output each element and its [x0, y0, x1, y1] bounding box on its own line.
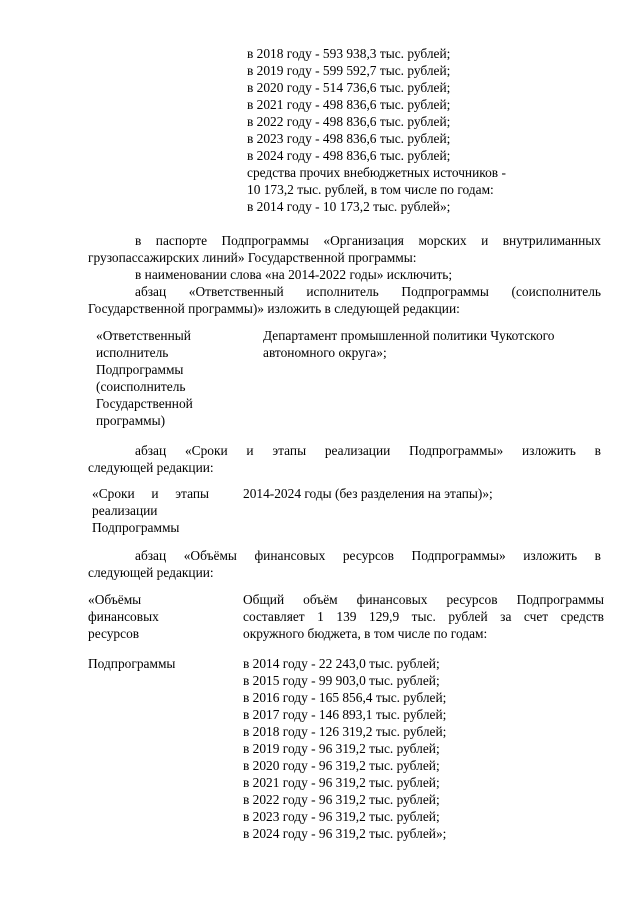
table-cell-left: ресурсов: [88, 626, 140, 641]
list-item: в 2017 году - 146 893,1 тыс. рублей;: [243, 707, 447, 722]
paragraph-responsible-line2: Государственной программы)» изложить в следующей редакции:: [88, 301, 460, 316]
table-cell-left: «Сроки и этапы: [92, 486, 209, 501]
table-cell-left: Подпрограммы: [92, 520, 180, 535]
list-item: в 2018 году - 593 938,3 тыс. рублей;: [247, 46, 451, 61]
paragraph-terms-line2: следующей редакции:: [88, 460, 214, 475]
table-cell-right: автономного округа»;: [263, 345, 387, 360]
table-cell-left: (соисполнитель: [96, 379, 186, 394]
table-cell-right: 2014-2024 годы (без разделения на этапы)»;: [243, 486, 493, 501]
table-cell-right-intro: окружного бюджета, в том числе по годам:: [243, 626, 488, 641]
list-item: в 2023 году - 96 319,2 тыс. рублей;: [243, 809, 440, 824]
paragraph-volumes-line1: абзац «Объёмы финансовых ресурсов Подпрограммы» изложить в: [135, 548, 601, 563]
table-cell-right: Департамент промышленной политики Чукотского: [263, 328, 555, 343]
list-item: в 2024 году - 96 319,2 тыс. рублей»;: [243, 826, 447, 841]
list-item: в 2015 году - 99 903,0 тыс. рублей;: [243, 673, 440, 688]
list-item: в 2022 году - 498 836,6 тыс. рублей;: [247, 114, 451, 129]
table-cell-left: финансовых: [88, 609, 159, 624]
paragraph-terms-line1: абзац «Сроки и этапы реализации Подпрограммы» изложить в: [135, 443, 601, 458]
list-item: в 2014 году - 22 243,0 тыс. рублей;: [243, 656, 440, 671]
list-item: в 2019 году - 599 592,7 тыс. рублей;: [247, 63, 451, 78]
list-item: средства прочих внебюджетных источников -: [247, 165, 506, 180]
list-item: в 2024 году - 498 836,6 тыс. рублей;: [247, 148, 451, 163]
list-item: в 2019 году - 96 319,2 тыс. рублей;: [243, 741, 440, 756]
table-cell-left: Государственной: [96, 396, 193, 411]
table-cell-left: исполнитель: [96, 345, 169, 360]
paragraph-responsible-line1: абзац «Ответственный исполнитель Подпрограммы (соисполнитель: [135, 284, 601, 299]
table-cell-left: программы): [96, 413, 166, 428]
list-item: в 2014 году - 10 173,2 тыс. рублей»;: [247, 199, 451, 214]
table-cell-left: реализации: [92, 503, 158, 518]
table-cell-right-intro: Общий объём финансовых ресурсов Подпрограммы: [243, 592, 604, 607]
list-item: в 2023 году - 498 836,6 тыс. рублей;: [247, 131, 451, 146]
list-item: в 2016 году - 165 856,4 тыс. рублей;: [243, 690, 447, 705]
list-item: в 2020 году - 514 736,6 тыс. рублей;: [247, 80, 451, 95]
list-item: в 2021 году - 498 836,6 тыс. рублей;: [247, 97, 451, 112]
paragraph-volumes-line2: следующей редакции:: [88, 565, 214, 580]
table-cell-left: Подпрограммы: [88, 656, 176, 671]
paragraph-exclude-words: в наименовании слова «на 2014-2022 годы» исключить;: [135, 267, 453, 282]
paragraph-passport-line1: в паспорте Подпрограммы «Организация морских и внутрилиманных: [135, 233, 601, 248]
list-item: в 2020 году - 96 319,2 тыс. рублей;: [243, 758, 440, 773]
list-item: 10 173,2 тыс. рублей, в том числе по годам:: [247, 182, 494, 197]
paragraph-passport-line2: грузопассажирских линий» Государственной программы:: [88, 250, 417, 265]
list-item: в 2022 году - 96 319,2 тыс. рублей;: [243, 792, 440, 807]
table-cell-left: Подпрограммы: [96, 362, 184, 377]
table-cell-right-intro: составляет 1 139 129,9 тыс. рублей за счет средств: [243, 609, 604, 624]
table-cell-left: «Объёмы: [88, 592, 142, 607]
list-item: в 2018 году - 126 319,2 тыс. рублей;: [243, 724, 447, 739]
list-item: в 2021 году - 96 319,2 тыс. рублей;: [243, 775, 440, 790]
table-cell-left: «Ответственный: [96, 328, 191, 343]
